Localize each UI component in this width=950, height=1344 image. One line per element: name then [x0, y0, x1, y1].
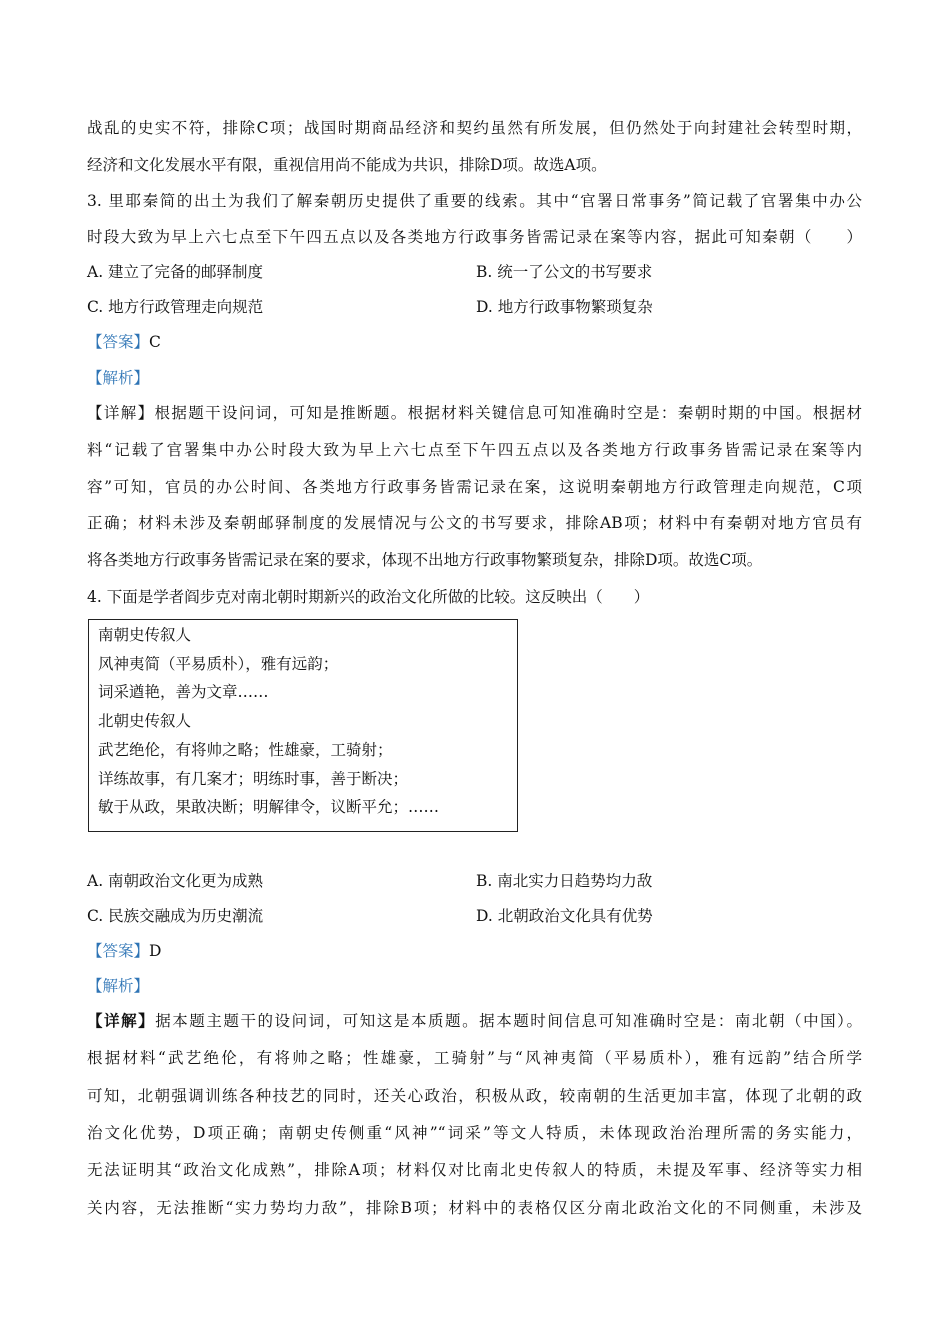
answer-line: [87, 332, 161, 352]
analysis-tag: 【解析】: [87, 369, 150, 387]
detail-line: 无法证明其“政治文化成熟”，排除A项；材料仅对比南北史传叙人的特质，未提及军事、经济等实力相: [87, 1161, 862, 1179]
material-line: 词采遒艳，善为文章……: [98, 683, 269, 701]
detail-text: 据本题主题干的设问词，可知这是本质题。据本题时间信息可知准确时空是：南北朝（中国）。: [155, 1012, 862, 1030]
detail-line: 容”可知，官员的办公时间、各类地方行政事务皆需记录在案，这说明秦朝地方行政管理走向规范，C项: [87, 478, 862, 496]
option-a: A. 南朝政治文化更为成熟: [87, 872, 264, 890]
option-d: D. 地方行政事物繁琐复杂: [476, 298, 653, 316]
detail-line: [87, 403, 862, 423]
option-c: C. 民族交融成为历史潮流: [87, 907, 264, 925]
material-line: 详练故事，有几案才；明练时事，善于断决；: [98, 770, 409, 788]
detail-line: 关内容，无法推断“实力势均力敌”，排除B项；材料中的表格仅区分南北政治文化的不同侧重，未涉及: [87, 1199, 862, 1217]
material-line: 北朝史传叙人: [98, 712, 192, 730]
material-line: 敏于从政，果敢决断；明解律令，议断平允；……: [98, 798, 440, 816]
text-line: 经济和文化发展水平有限，重视信用尚不能成为共识，排除D项。故选A项。: [87, 156, 607, 174]
option-b: B. 南北实力日趋势均力敌: [476, 872, 653, 890]
answer-line: [87, 941, 161, 961]
answer-value: C: [149, 333, 161, 351]
option-b: B. 统一了公文的书写要求: [476, 263, 653, 281]
option-a: A. 建立了完备的邮驿制度: [87, 263, 264, 281]
detail-line: 将各类地方行政事务皆需记录在案的要求，体现不出地方行政事物繁琐复杂，排除D项。故选C项。: [87, 551, 763, 569]
option-d: D. 北朝政治文化具有优势: [476, 907, 653, 925]
question-3-stem: 3. 里耶秦简的出土为我们了解秦朝历史提供了重要的线索。其中“官署日常事务”简记载了官署集中办公: [87, 192, 862, 210]
question-4-stem: 4. 下面是学者阎步克对南北朝时期新兴的政治文化所做的比较。这反映出（ ）: [87, 588, 650, 606]
detail-line: 治文化优势，D项正确；南朝史传侧重“风神”“词采”等文人特质，未体现政治治理所需的务实能力，: [87, 1124, 862, 1142]
answer-value: D: [149, 942, 162, 960]
option-c: C. 地方行政管理走向规范: [87, 298, 264, 316]
answer-tag: 【答案】: [87, 942, 150, 960]
detail-line: 正确；材料未涉及秦朝邮驿制度的发展情况与公文的书写要求，排除AB项；材料中有秦朝对地方官员有: [87, 514, 862, 532]
analysis-tag: 【解析】: [87, 977, 150, 995]
material-line: 武艺绝伦，有将帅之略；性雄豪，工骑射；: [98, 741, 393, 759]
detail-tag: 【详解】: [87, 1011, 156, 1030]
detail-line: 可知，北朝强调训练各种技艺的同时，还关心政治，积极从政，较南朝的生活更加丰富，体现了北朝的政: [87, 1087, 862, 1105]
detail-text: 根据题干设问词，可知是推断题。根据材料关键信息可知准确时空是：秦朝时期的中国。根据材: [154, 404, 862, 422]
text-line: 战乱的史实不符，排除C项；战国时期商品经济和契约虽然有所发展，但仍然处于向封建社会转型时期，: [87, 119, 862, 137]
detail-line: [87, 1011, 862, 1031]
detail-line: 根据材料“武艺绝伦，有将帅之略；性雄豪，工骑射”与“风神夷简（平易质朴），雅有远韵”结合所学: [87, 1049, 862, 1067]
detail-tag: 【详解】: [87, 404, 155, 422]
material-line: 风神夷简（平易质朴），雅有远韵；: [98, 655, 339, 673]
question-3-stem: 时段大致为早上六七点至下午四五点以及各类地方行政事务皆需记录在案等内容，据此可知秦朝（ ）: [87, 228, 862, 246]
material-line: 南朝史传叙人: [98, 626, 192, 644]
answer-tag: 【答案】: [87, 333, 150, 351]
detail-line: 料“记载了官署集中办公时段大致为早上六七点至下午四五点以及各类地方行政事务皆需记录在案等内: [87, 441, 862, 459]
